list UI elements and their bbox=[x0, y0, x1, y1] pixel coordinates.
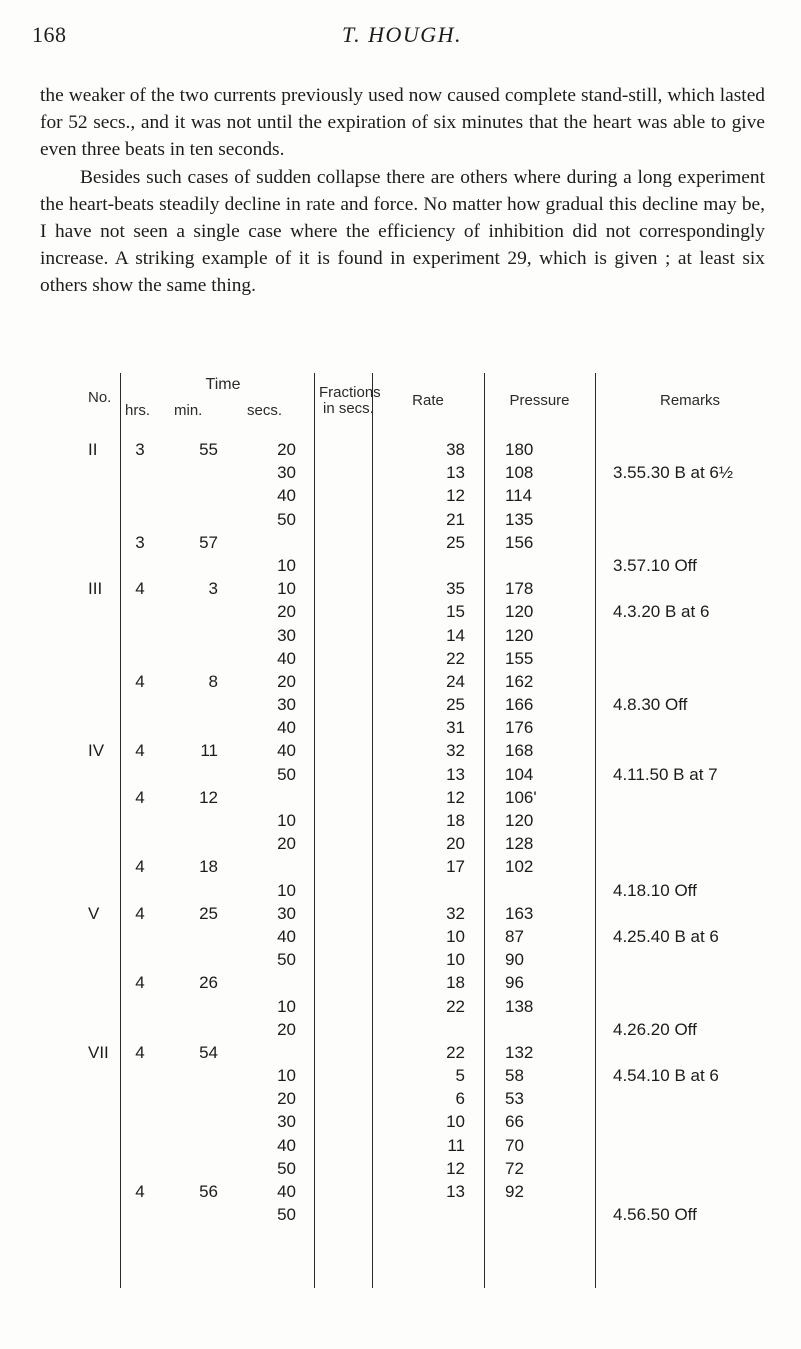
table-row bbox=[0, 670, 801, 693]
time-seconds: 50 bbox=[277, 764, 296, 784]
experiment-number: VII bbox=[88, 1042, 109, 1062]
time-hours: 4 bbox=[135, 903, 145, 923]
table-row bbox=[0, 438, 801, 461]
time-seconds: 50 bbox=[277, 950, 296, 970]
time-seconds: 30 bbox=[277, 625, 296, 645]
table-row bbox=[0, 508, 801, 531]
header-secs: secs. bbox=[247, 402, 283, 419]
time-seconds: 30 bbox=[277, 463, 296, 483]
table-row bbox=[0, 461, 801, 484]
table-row bbox=[0, 763, 801, 786]
pressure-value: 163 bbox=[505, 903, 534, 923]
time-hours: 3 bbox=[135, 440, 145, 459]
table-row bbox=[0, 971, 801, 994]
pressure-value: 87 bbox=[505, 926, 524, 946]
rate-value: 18 bbox=[446, 811, 465, 830]
time-minutes: 26 bbox=[199, 973, 218, 993]
time-seconds: 40 bbox=[277, 718, 296, 738]
pressure-value: 180 bbox=[505, 440, 534, 459]
pressure-value: 70 bbox=[505, 1135, 524, 1155]
rate-value: 22 bbox=[446, 648, 465, 668]
time-hours: 4 bbox=[135, 579, 145, 599]
table-row bbox=[0, 531, 801, 554]
pressure-value: 128 bbox=[505, 834, 534, 854]
remark-text: 4.54.10 B at 6 bbox=[613, 1066, 719, 1086]
table-row bbox=[0, 739, 801, 762]
time-minutes: 8 bbox=[208, 671, 218, 691]
time-seconds: 40 bbox=[277, 741, 296, 761]
rate-value: 21 bbox=[446, 509, 465, 529]
rate-value: 14 bbox=[446, 625, 465, 645]
table-row bbox=[0, 925, 801, 948]
rate-value: 20 bbox=[446, 834, 465, 854]
time-hours: 4 bbox=[135, 857, 145, 877]
experiment-table bbox=[0, 373, 801, 1293]
rate-value: 5 bbox=[455, 1066, 465, 1086]
table-row bbox=[0, 1064, 801, 1087]
pressure-value: 92 bbox=[505, 1182, 524, 1201]
pressure-value: 72 bbox=[505, 1158, 524, 1178]
table-row bbox=[0, 879, 801, 902]
rate-value: 13 bbox=[446, 1182, 465, 1201]
table-row bbox=[0, 647, 801, 670]
time-minutes: 18 bbox=[199, 857, 218, 877]
remark-text: 3.57.10 Off bbox=[613, 555, 697, 575]
rate-value: 32 bbox=[446, 903, 465, 923]
header-rate: Rate bbox=[412, 392, 444, 409]
pressure-value: 96 bbox=[505, 973, 524, 993]
time-hours: 4 bbox=[135, 1042, 145, 1062]
table-row bbox=[0, 832, 801, 855]
table-row bbox=[0, 1134, 801, 1157]
pressure-value: 162 bbox=[505, 671, 534, 691]
time-minutes: 12 bbox=[199, 787, 218, 807]
time-minutes: 11 bbox=[200, 741, 218, 761]
table-row bbox=[0, 1018, 801, 1041]
time-minutes: 54 bbox=[199, 1042, 218, 1062]
remark-text: 4.18.10 Off bbox=[613, 880, 697, 900]
time-minutes: 3 bbox=[208, 579, 218, 599]
rate-value: 22 bbox=[446, 996, 465, 1016]
time-seconds: 20 bbox=[277, 602, 296, 622]
rate-value: 6 bbox=[455, 1089, 465, 1109]
header-no: No. bbox=[88, 389, 112, 406]
table-row bbox=[0, 554, 801, 577]
table-row bbox=[0, 716, 801, 739]
remark-text: 4.8.30 Off bbox=[613, 695, 688, 715]
pressure-value: 166 bbox=[505, 695, 534, 715]
time-seconds: 50 bbox=[277, 1158, 296, 1178]
table-row bbox=[0, 577, 801, 600]
pressure-value: 106' bbox=[505, 787, 537, 807]
time-seconds: 20 bbox=[277, 834, 296, 854]
rate-value: 15 bbox=[446, 602, 465, 622]
remark-text: 4.26.20 Off bbox=[613, 1019, 697, 1039]
table-row bbox=[0, 902, 801, 925]
pressure-value: 120 bbox=[505, 625, 534, 645]
pressure-value: 156 bbox=[505, 532, 534, 552]
page-number: 168 bbox=[32, 22, 67, 47]
experiment-number: V bbox=[88, 903, 100, 923]
table-row bbox=[0, 786, 801, 809]
time-seconds: 50 bbox=[277, 509, 296, 529]
rate-value: 32 bbox=[446, 741, 465, 761]
table-row bbox=[0, 1087, 801, 1110]
header-fractions-unit: in secs. bbox=[323, 400, 374, 417]
time-minutes: 25 bbox=[199, 903, 218, 923]
time-seconds: 20 bbox=[277, 440, 296, 459]
time-seconds: 40 bbox=[277, 1182, 296, 1201]
time-hours: 3 bbox=[135, 532, 145, 552]
pressure-value: 58 bbox=[505, 1066, 524, 1086]
rate-value: 25 bbox=[446, 532, 465, 552]
pressure-value: 120 bbox=[505, 811, 534, 830]
header-hrs: hrs. bbox=[125, 402, 151, 419]
pressure-value: 120 bbox=[505, 602, 534, 622]
running-title: T. HOUGH. bbox=[341, 22, 463, 47]
table-row bbox=[0, 1180, 801, 1203]
time-seconds: 40 bbox=[277, 648, 296, 668]
time-seconds: 10 bbox=[277, 1066, 296, 1086]
rate-value: 35 bbox=[446, 579, 465, 599]
pressure-value: 104 bbox=[505, 764, 534, 784]
pressure-value: 53 bbox=[505, 1089, 524, 1109]
time-seconds: 30 bbox=[277, 903, 296, 923]
time-seconds: 10 bbox=[277, 579, 296, 599]
pressure-value: 102 bbox=[505, 857, 534, 877]
time-seconds: 10 bbox=[277, 555, 296, 575]
time-seconds: 40 bbox=[277, 926, 296, 946]
table-row bbox=[0, 855, 801, 878]
rate-value: 12 bbox=[446, 1158, 465, 1178]
experiment-number: IV bbox=[88, 741, 105, 761]
pressure-value: 168 bbox=[505, 741, 534, 761]
table-row bbox=[0, 948, 801, 971]
header-min: min. bbox=[174, 402, 203, 419]
header-fractions: Fractions bbox=[319, 384, 381, 401]
rate-value: 11 bbox=[447, 1135, 465, 1155]
rate-value: 10 bbox=[446, 1112, 465, 1132]
time-seconds: 20 bbox=[277, 1089, 296, 1109]
body-text bbox=[40, 82, 765, 300]
table-row bbox=[0, 809, 801, 832]
rate-value: 10 bbox=[446, 950, 465, 970]
remark-text: 4.56.50 Off bbox=[613, 1205, 697, 1225]
paragraph: the weaker of the two currents previously used now caused complete stand-still, which lasted for 52 secs., and it was not until the expiration of six minutes that the heart was able to give even three beats in ten seconds. bbox=[40, 85, 765, 161]
time-seconds: 40 bbox=[277, 486, 296, 506]
pressure-value: 90 bbox=[505, 950, 524, 970]
table-row bbox=[0, 693, 801, 716]
rate-value: 24 bbox=[446, 671, 465, 691]
pressure-value: 155 bbox=[505, 648, 534, 668]
table-row bbox=[0, 1157, 801, 1180]
table-row bbox=[0, 1041, 801, 1064]
time-seconds: 40 bbox=[277, 1135, 296, 1155]
rate-value: 31 bbox=[446, 718, 465, 738]
pressure-value: 135 bbox=[505, 509, 534, 529]
time-hours: 4 bbox=[135, 973, 145, 993]
table-body bbox=[0, 438, 801, 1226]
table-row bbox=[0, 484, 801, 507]
header-remarks: Remarks bbox=[659, 392, 720, 409]
pressure-value: 108 bbox=[505, 463, 534, 483]
pressure-value: 138 bbox=[505, 996, 534, 1016]
pressure-value: 66 bbox=[505, 1112, 524, 1132]
time-hours: 4 bbox=[135, 671, 145, 691]
pressure-value: 114 bbox=[505, 486, 533, 506]
time-seconds: 50 bbox=[277, 1205, 296, 1225]
rate-value: 12 bbox=[446, 486, 465, 506]
header-time: Time bbox=[205, 376, 241, 393]
rate-value: 12 bbox=[446, 787, 465, 807]
time-seconds: 10 bbox=[277, 811, 296, 830]
time-minutes: 57 bbox=[199, 532, 218, 552]
table-row bbox=[0, 624, 801, 647]
rate-value: 22 bbox=[446, 1042, 465, 1062]
header-pressure: Pressure bbox=[509, 392, 570, 409]
time-hours: 4 bbox=[135, 741, 145, 761]
rate-value: 25 bbox=[446, 695, 465, 715]
rate-value: 17 bbox=[446, 857, 465, 877]
time-hours: 4 bbox=[135, 787, 145, 807]
remark-text: 4.25.40 B at 6 bbox=[613, 926, 719, 946]
time-seconds: 10 bbox=[277, 880, 296, 900]
rate-value: 18 bbox=[446, 973, 465, 993]
time-hours: 4 bbox=[135, 1182, 145, 1201]
pressure-value: 178 bbox=[505, 579, 534, 599]
experiment-number: II bbox=[88, 440, 98, 459]
time-seconds: 10 bbox=[277, 996, 296, 1016]
table-row bbox=[0, 1203, 801, 1226]
table-row bbox=[0, 995, 801, 1018]
time-seconds: 20 bbox=[277, 671, 296, 691]
experiment-number: III bbox=[88, 579, 103, 599]
time-seconds: 20 bbox=[277, 1019, 296, 1039]
rate-value: 38 bbox=[446, 440, 465, 459]
rate-value: 10 bbox=[446, 926, 465, 946]
remark-text: 4.3.20 B at 6 bbox=[613, 602, 710, 622]
rate-value: 13 bbox=[446, 764, 465, 784]
time-minutes: 55 bbox=[199, 440, 218, 459]
running-head bbox=[32, 22, 772, 52]
paragraph: Besides such cases of sudden collapse there are others where during a long experiment the heart-beats steadily decline in rate and force. No matter how gradual this decline may be, I have not seen a single case where the efficiency of inhibition did not correspondingly increase. A striking example of it is found in experiment 29, which is given ; at least six others show the same thing. bbox=[40, 166, 765, 297]
remark-text: 4.11.50 B at 7 bbox=[613, 764, 718, 784]
pressure-value: 132 bbox=[505, 1042, 534, 1062]
time-minutes: 56 bbox=[199, 1182, 218, 1201]
table-row bbox=[0, 600, 801, 623]
table-row bbox=[0, 1110, 801, 1133]
pressure-value: 176 bbox=[505, 718, 534, 738]
time-seconds: 30 bbox=[277, 1112, 296, 1132]
rate-value: 13 bbox=[446, 463, 465, 483]
time-seconds: 30 bbox=[277, 695, 296, 715]
remark-text: 3.55.30 B at 6½ bbox=[613, 463, 734, 483]
